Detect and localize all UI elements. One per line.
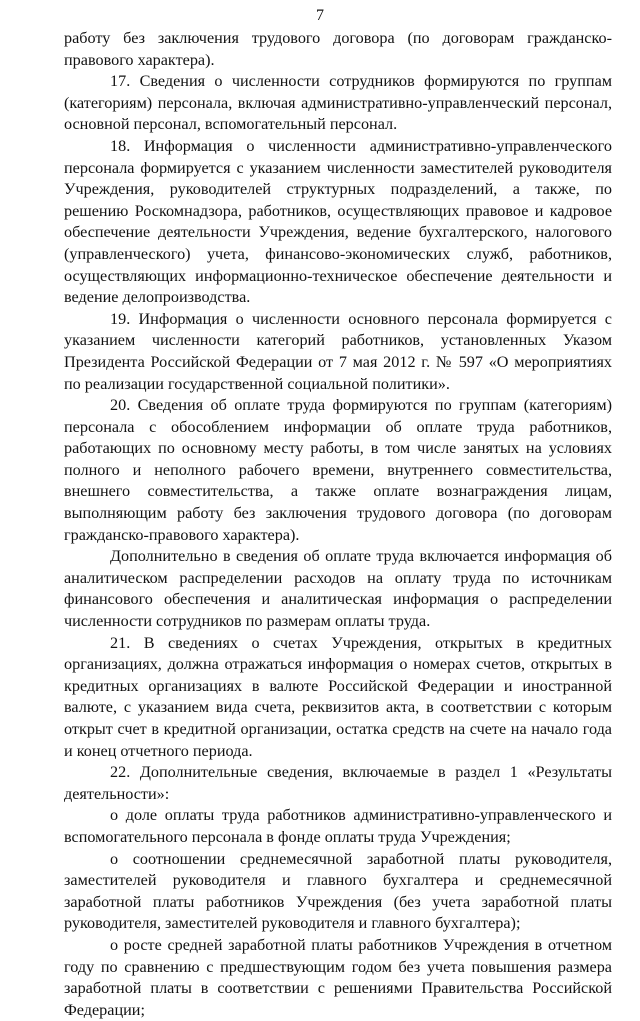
paragraph-22-item-2: о соотношении среднемесячной заработной платы руководителя, заместителей руководителя и главного бухгалтера и среднемесячной заработной платы работников Учреждения (без учета заработной платы руководителя, заместителей руководителя и главного бухгалтера); bbox=[64, 849, 612, 933]
paragraph-17: 17. Сведения о численности сотрудников формируются по группам (категориям) персонала, включая административно-управленческий персонал, основной персонал, вспомогательный персонал. bbox=[64, 72, 612, 134]
paragraph-22-item-1: о доле оплаты труда работников административно-управленческого и вспомогательного персонала в фонде оплаты труда Учреждения; bbox=[64, 806, 612, 846]
page-number: 7 bbox=[316, 7, 324, 24]
paragraph-21: 21. В сведениях о счетах Учреждения, открытых в кредитных организациях, должна отражаться информация о номерах счетов, открытых в кредитных организациях в валюте Российской Федерации и иностранной валюте, с указанием вида счета, реквизитов акта, в соответствии с которым открыт счет в кредитной организации, остатка средств на счете на начало года и конец отчетного периода. bbox=[64, 633, 612, 760]
paragraph-22-item-3: о росте средней заработной платы работников Учреждения в отчетном году по сравнению с предшествующим годом без учета повышения размера заработной платы в соответствии с решениями Правительства Российской Федерации; bbox=[64, 935, 612, 1019]
paragraph-20: 20. Сведения об оплате труда формируются по группам (категориям) персонала с обособлением информации об оплате труда работников, работающих по основному месту работы, в том числе занятых на условиях полного и неполного рабочего времени, внутреннего совместительства, внешнего совместительства, а также оплате вознаграждения лицам, выполняющим работу без заключения трудового договора (по договорам гражданско-правового характера). bbox=[64, 396, 612, 544]
paragraph-22: 22. Дополнительные сведения, включаемые в раздел 1 «Результаты деятельности»: bbox=[64, 763, 612, 803]
paragraph-19: 19. Информация о численности основного персонала формируется с указанием численности категорий работников, установленных Указом Президента Российской Федерации от 7 мая 2012 г. № 597 «О мероприятиях по реализации государственной социальной политики». bbox=[64, 309, 612, 393]
paragraph-20-additional: Дополнительно в сведения об оплате труда включается информация об аналитическом распределении расходов на оплату труда по источникам финансового обеспечения и аналитическая информация о распределении численности сотрудников по размерам оплаты труда. bbox=[64, 547, 612, 631]
paragraph-continuation: работу без заключения трудового договора (по договорам гражданско-правового характера). bbox=[64, 29, 612, 69]
document-body bbox=[64, 28, 612, 1021]
paragraph-18: 18. Информация о численности административно-управленческого персонала формируется с указанием численности заместителей руководителя Учреждения, руководителей структурных подразделений, а также, по решению Роскомнадзора, работников, осуществляющих правовое и кадровое обеспечение деятельности Учреждения, ведение бухгалтерского, налогового (управленческого) учета, финансово-экономических служб, работников, осуществляющих информационно-техническое обеспечение деятельности и ведение делопроизводства. bbox=[64, 136, 612, 307]
